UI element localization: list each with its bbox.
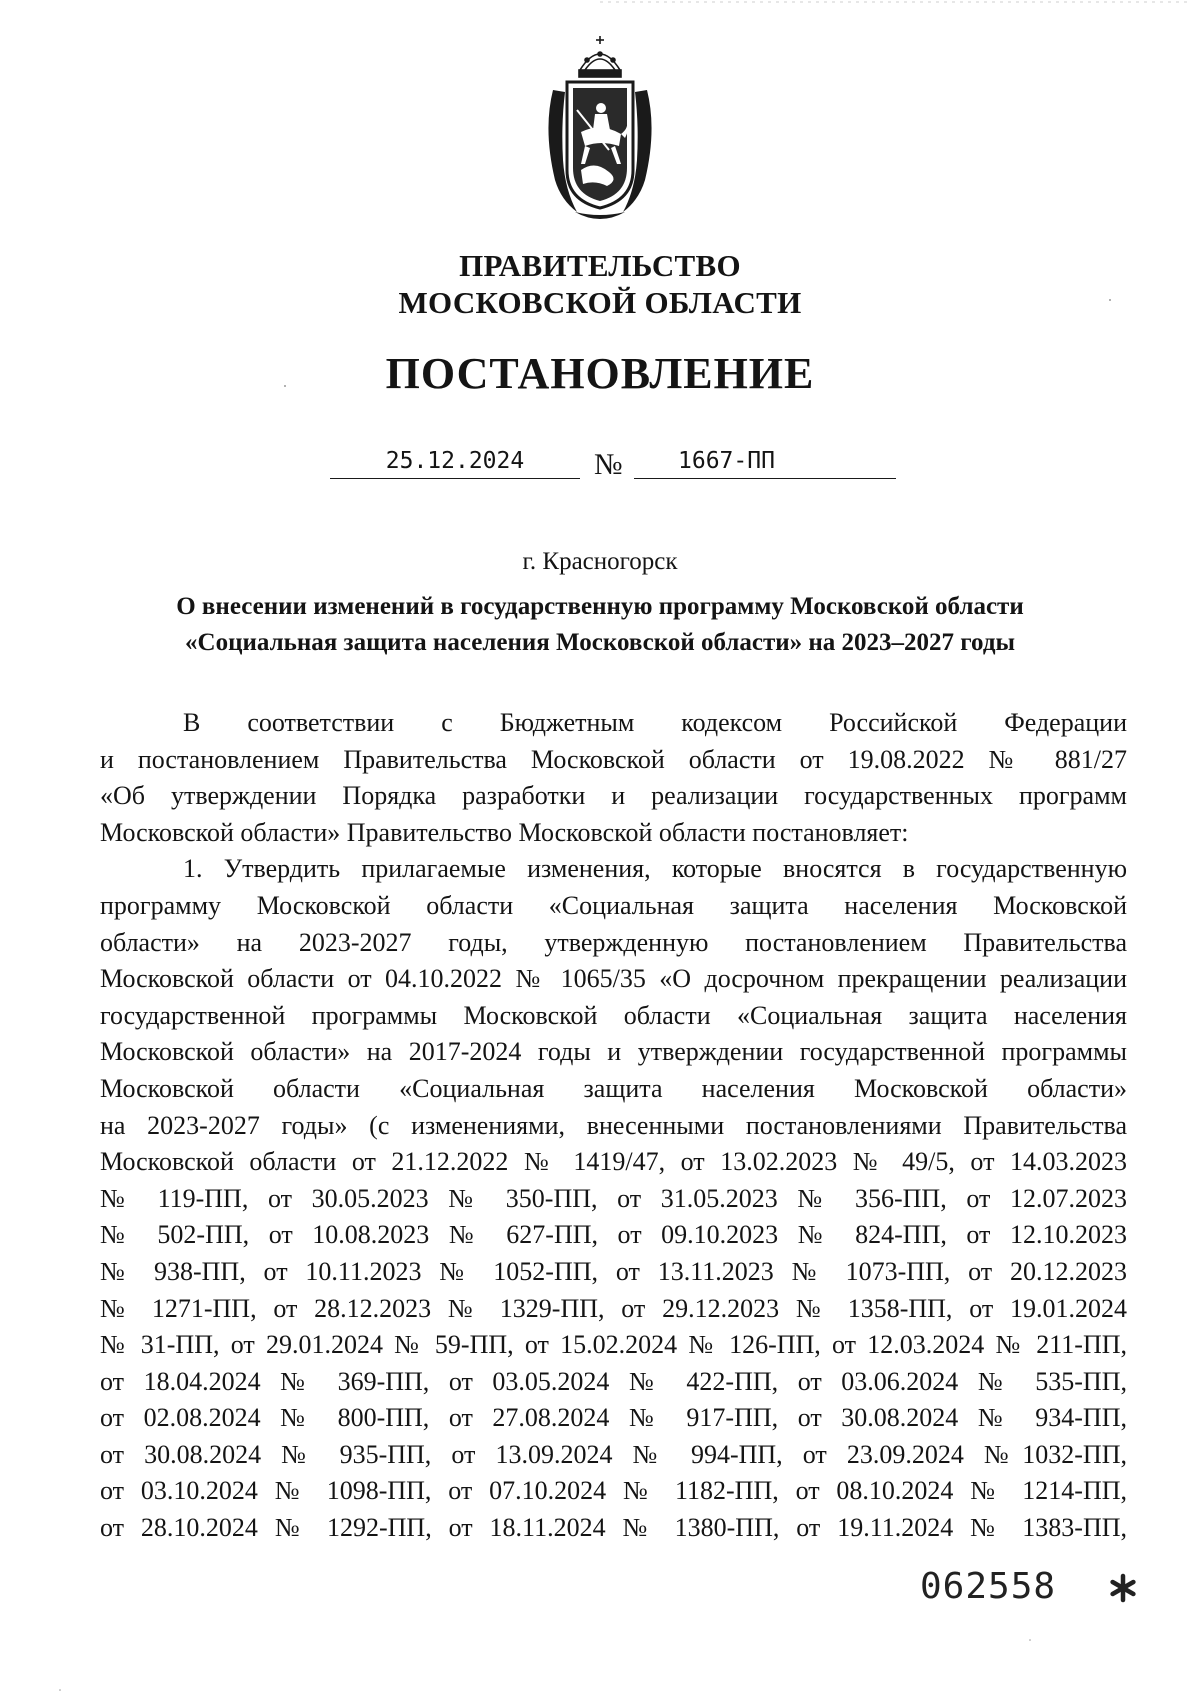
body-line: Московской области «Социальная защита населения Московской области»: [100, 1073, 1127, 1103]
body-line: области» на 2023-2027 годы, утвержденную постановлением Правительства: [100, 927, 1127, 957]
subject-line2: «Социальная защита населения Московской области» на 2023–2027 годы: [185, 629, 1015, 656]
decree-body: [100, 705, 1127, 1547]
body-line: «Об утверждении Порядка разработки и реализации государственных программ: [100, 781, 1127, 811]
city-name: г. Красногорск: [522, 548, 678, 575]
body-line: и постановлением Правительства Московской области от 19.08.2022 № 881/27: [100, 744, 1127, 774]
body-line: Московской области от 21.12.2022 № 1419/47, от 13.02.2023 № 49/5, от 14.03.2023: [100, 1147, 1127, 1177]
body-line: В соответствии с Бюджетным кодексом Российской Федерации: [183, 708, 1127, 737]
body-line: на 2023-2027 годы» (с изменениями, внесенными постановлениями Правительства: [100, 1110, 1127, 1140]
body-line: от 03.10.2024 № 1098-ПП, от 07.10.2024 № 1182-ПП, от 08.10.2024 № 1214-ПП,: [100, 1476, 1127, 1506]
body-line: Московской области от 04.10.2022 № 1065/35 «О досрочном прекращении реализации: [100, 964, 1127, 994]
body-line: от 02.08.2024 № 800-ПП, от 27.08.2024 № 917-ПП, от 30.08.2024 № 934-ПП,: [100, 1403, 1127, 1433]
decree-number: 1667-ПП: [678, 448, 775, 474]
body-line: № 119-ПП, от 30.05.2023 № 350-ПП, от 31.05.2023 № 356-ПП, от 12.07.2023: [100, 1183, 1127, 1213]
body-line: Московской области» Правительство Московской области постановляет:: [100, 817, 909, 847]
body-line: Московской области» на 2017-2024 годы и утверждении государственной программы: [100, 1037, 1127, 1067]
body-line: № 31-ПП, от 29.01.2024 № 59-ПП, от 15.02.2024 № 126-ПП, от 12.03.2024 № 211-ПП,: [100, 1330, 1127, 1360]
number-underline: [634, 478, 896, 479]
government-name-line1: ПРАВИТЕЛЬСТВО: [459, 248, 741, 283]
document-type-title: ПОСТАНОВЛЕНИЕ: [385, 349, 815, 398]
body-line: № 938-ПП, от 10.11.2023 № 1052-ПП, от 13.11.2023 № 1073-ПП, от 20.12.2023: [100, 1256, 1127, 1286]
form-serial-number: 062558: [920, 1566, 1057, 1607]
date-underline: [330, 478, 580, 479]
body-line: от 28.10.2024 № 1292-ПП, от 18.11.2024 № 1380-ПП, от 19.11.2024 № 1383-ПП,: [100, 1513, 1127, 1543]
body-line: № 502-ПП, от 10.08.2023 № 627-ПП, от 09.10.2023 № 824-ПП, от 12.10.2023: [100, 1220, 1127, 1250]
body-line: 1. Утвердить прилагаемые изменения, которые вносятся в государственную: [183, 854, 1127, 884]
subject-line1: О внесении изменений в государственную программу Московской области: [176, 593, 1024, 620]
body-line: программу Московской области «Социальная защита населения Московской: [100, 890, 1127, 920]
decree-date: 25.12.2024: [385, 448, 525, 474]
body-line: государственной программы Московской области «Социальная защита населения: [100, 1000, 1127, 1030]
number-sign: №: [594, 448, 623, 481]
coat-of-arms-icon: [535, 30, 665, 225]
body-line: от 18.04.2024 № 369-ПП, от 03.05.2024 № 422-ПП, от 03.06.2024 № 535-ПП,: [100, 1366, 1127, 1396]
body-line: № 1271-ПП, от 28.12.2023 № 1329-ПП, от 29.12.2023 № 1358-ПП, от 19.01.2024: [100, 1293, 1127, 1323]
government-name-line2: МОСКОВСКОЙ ОБЛАСТИ: [398, 285, 802, 320]
body-line: от 30.08.2024 № 935-ПП, от 13.09.2024 № 994-ПП, от 23.09.2024 №1032-ПП,: [100, 1439, 1127, 1469]
asterisk-icon: [1108, 1573, 1138, 1603]
